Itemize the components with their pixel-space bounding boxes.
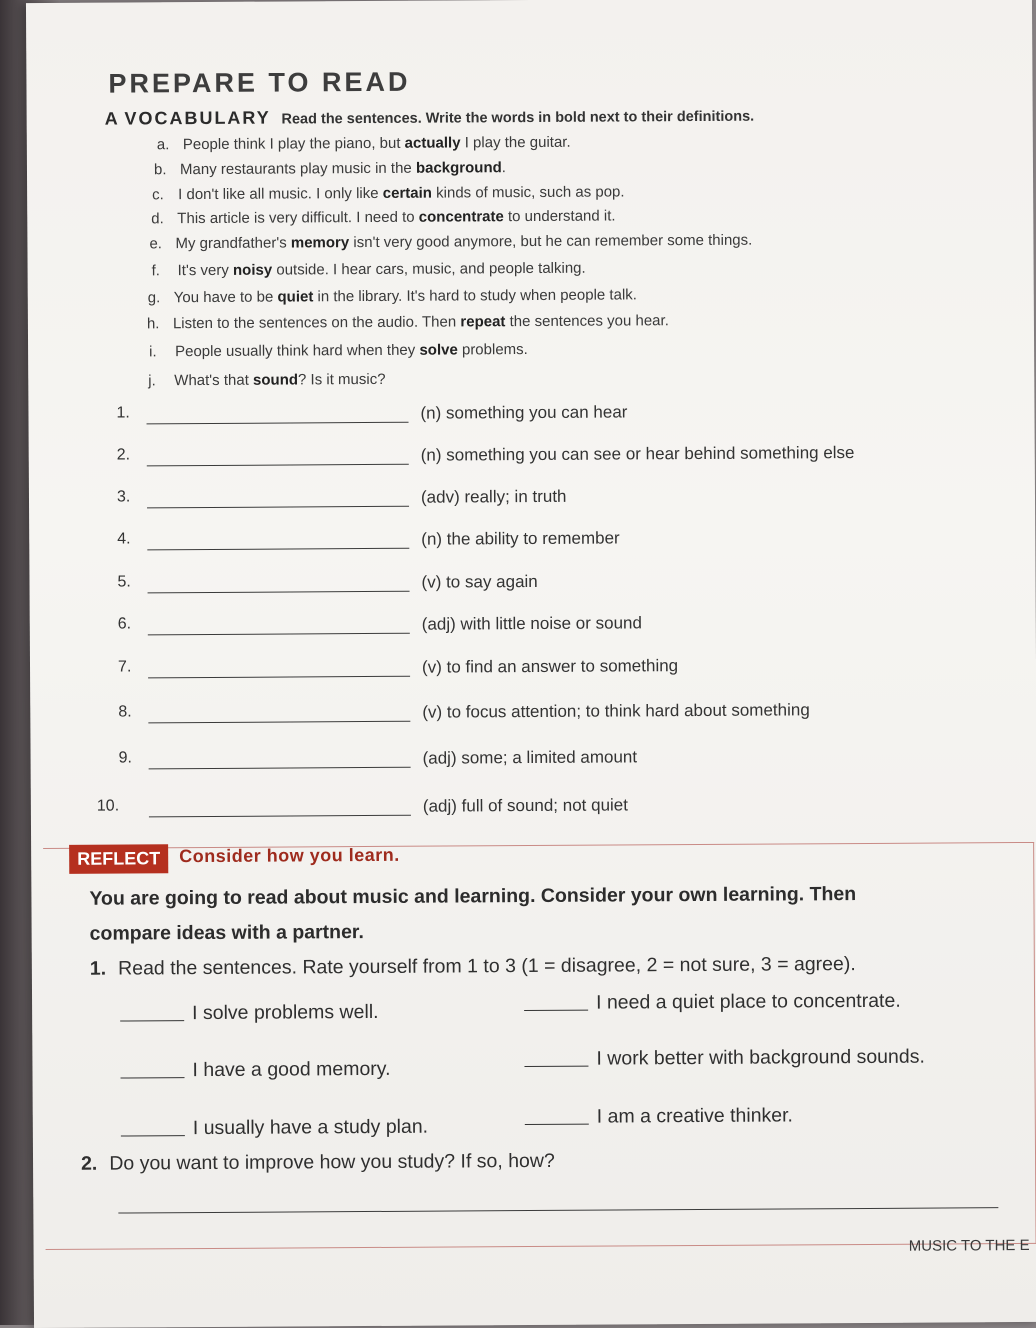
rating-item [524,990,901,1015]
rating-text: I have a good memory. [192,1057,391,1082]
vocab-sentence [152,183,625,203]
vocab-sentence [151,207,615,227]
rating-text: I need a quiet place to concentrate. [596,989,901,1014]
bold-word: certain [382,184,432,202]
definition-text: (v) to focus attention; to think hard about something [422,700,810,722]
sentence-text: outside. I hear cars, music, and people talking. [272,259,586,279]
rating-blank[interactable] [525,1124,589,1125]
bold-word: memory [290,234,350,252]
sentence-text: Listen to the sentences on the audio. Then [172,313,461,333]
section-heading [105,105,755,130]
definition-number: 10. [96,797,120,815]
sentence-text: isn't very good anymore, but he can remember some things. [349,231,753,252]
definition-number: 2. [116,446,131,464]
sentence-text: to understand it. [503,207,616,226]
reflect-intro-line-2: compare ideas with a partner. [89,921,364,945]
question-1-number: 1. [89,957,107,980]
question-2-text: Do you want to improve how you study? If so, how? [109,1149,555,1175]
sentence-text: Many restaurants play music in the [179,159,416,179]
reflect-intro-line-1: You are going to read about music and learning. Consider your own learning. Then [89,883,857,910]
definition-text: (v) to find an answer to something [421,656,679,677]
section-instruction: Read the sentences. Write the words in bold next to their definitions. [281,108,755,128]
bold-word: sound [252,371,299,389]
bold-word: actually [404,134,461,152]
definition-number: 7. [117,658,132,676]
bold-word: repeat [460,313,506,331]
rating-text: I solve problems well. [192,1000,379,1025]
bold-word: background [415,159,502,177]
reflect-title: Consider how you learn. [179,844,400,867]
sentence-text: I play the guitar. [460,133,571,152]
sentence-text: I don't like all music. I only like [178,184,383,204]
answer-blank[interactable] [148,721,410,724]
sentence-letter: i. [149,343,157,361]
rating-text: I work better with background sounds. [596,1045,925,1070]
question-2-number: 2. [80,1152,98,1175]
reflect-badge: REFLECT [69,844,168,874]
page-title: PREPARE TO READ [108,66,411,99]
rating-item [121,1116,428,1141]
sentence-letter: d. [151,210,164,228]
definition-number: 8. [118,703,132,721]
answer-blank[interactable] [148,676,410,679]
bold-word: quiet [277,288,314,306]
textbook-page [26,0,1036,1328]
definition-text: (adj) with little noise or sound [421,613,642,634]
answer-blank[interactable] [147,464,409,467]
sentence-text: kinds of music, such as pop. [431,183,625,202]
definition-number: 1. [116,404,130,422]
vocab-sentence [152,260,586,280]
sentence-letter: e. [149,235,163,253]
rating-blank[interactable] [524,1066,588,1067]
sentence-letter: j. [148,372,156,390]
sentence-text: the sentences you hear. [505,312,669,331]
definition-text: (v) to say again [421,571,538,592]
bold-word: solve [419,341,458,359]
bold-word: concentrate [418,208,504,226]
sentence-text: People usually think hard when they [175,341,420,361]
definition-number: 6. [117,615,132,633]
sentence-letter: f. [151,262,160,280]
rating-blank[interactable] [121,1077,185,1078]
sentence-letter: a. [156,136,170,154]
rating-blank[interactable] [524,1010,588,1011]
rating-item [120,1001,379,1026]
bold-word: noisy [232,261,273,279]
vocab-sentence [147,312,669,332]
answer-blank[interactable] [147,422,409,425]
definition-number: 5. [117,573,131,591]
sentence-text: People think I play the piano, but [182,134,405,154]
definition-number: 3. [116,488,131,506]
running-footer: MUSIC TO THE E [908,1236,1030,1255]
answer-blank[interactable] [149,815,411,818]
rating-item [524,1046,925,1071]
sentence-text: in the library. It's hard to study when people talk. [313,286,637,306]
section-letter: A [104,108,120,129]
definition-text: (n) the ability to remember [421,528,620,549]
vocab-sentence [148,371,385,389]
definition-number: 4. [117,530,131,548]
rating-blank[interactable] [121,1135,185,1136]
sentence-letter: b. [153,161,167,179]
definition-text: (adv) really; in truth [420,486,567,507]
answer-blank[interactable] [149,767,411,770]
sentence-letter: c. [152,186,164,204]
vocab-sentence [149,341,528,360]
sentence-text: . [501,159,506,177]
definition-number: 9. [118,749,132,767]
sentence-text: ? Is it music? [297,370,386,389]
sentence-text: This article is very difficult. I need to [177,208,419,228]
question-1 [90,953,856,981]
sentence-letter: h. [146,315,160,333]
definition-text: (n) something you can see or hear behind something else [420,443,855,465]
question-1-text: Read the sentences. Rate yourself from 1 to 3 (1 = disagree, 2 = not sure, 3 = agree). [118,953,856,980]
question-2 [81,1150,555,1176]
rating-item [525,1104,793,1129]
sentence-text: You have to be [173,288,278,307]
vocab-sentence [148,286,637,306]
definition-text: (adj) full of sound; not quiet [422,795,629,816]
sentence-text: My grandfather's [175,234,291,253]
definition-text: (n) something you can hear [420,402,628,423]
rating-text: I usually have a study plan. [192,1115,429,1140]
definition-text: (adj) some; a limited amount [422,747,638,768]
answer-blank[interactable] [148,633,410,636]
vocab-sentence [154,159,506,178]
vocab-sentence [157,134,571,154]
sentence-letter: g. [147,289,161,307]
answer-blank[interactable] [147,548,409,551]
sentence-text: It's very [177,261,234,280]
answer-blank[interactable] [148,591,410,594]
rating-item [120,1058,390,1083]
section-label: VOCABULARY [124,107,271,129]
rating-blank[interactable] [120,1020,184,1021]
answer-blank[interactable] [147,506,409,509]
rating-text: I am a creative thinker. [596,1104,794,1128]
vocab-sentence [149,232,752,253]
sentence-text: What's that [174,371,254,390]
sentence-text: problems. [457,341,528,359]
